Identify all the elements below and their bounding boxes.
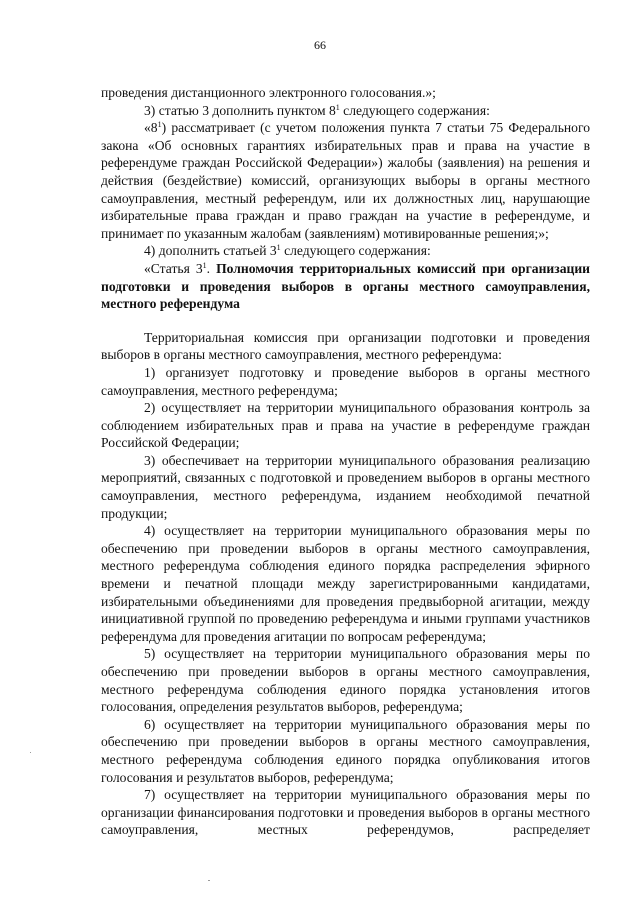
page-body <box>101 84 590 839</box>
list-item-6: 6) осуществляет на территории муниципального образования меры по обеспечению при проведении выборов в органы местного самоуправления, местного референдума соблюдения единого порядка опубликования итогов голосования и результатов выборов, референдума; <box>101 716 590 785</box>
list-item-7: 7) осуществляет на территории муниципального образования меры по организации финансирования подготовки и проведения выборов в органы местного самоуправления, местных референдумов, распределяет <box>101 787 590 838</box>
page-number: 66 <box>314 38 326 52</box>
article-heading: «Статья $3^1$. Полномочия территориальных комиссий при организации подготовки и проведения выборов в органы местного самоуправления, местного референдума <box>101 260 590 312</box>
paragraph-continuation: проведения дистанционного электронного голосования.»; <box>101 85 436 100</box>
list-item-5: 5) осуществляет на территории муниципального образования меры по обеспечению при проведении выборов в органы местного самоуправления, местного референдума соблюдения единого порядка установления итогов голосования, определения результатов выборов, референдума; <box>101 646 590 715</box>
scan-speck <box>30 752 31 753</box>
paragraph-item-3: 3) статью 3 дополнить пунктом $8^1$ следующего содержания: <box>144 102 490 118</box>
paragraph-intro: Территориальная комиссия при организации подготовки и проведения выборов в органы местного самоуправления, местного референдума: <box>101 329 590 363</box>
list-item-4: 4) осуществляет на территории муниципального образования меры по обеспечению при проведении выборов в органы местного самоуправления, местного референдума соблюдения единого порядка распределения эфирного времени и печатной площади между зарегистрированными кандидатами, избирательными объединениями для проведения предвыборной агитации, между инициативной группой по проведению референдума и иными группами участников референдума для проведения агитации по вопросам референдума; <box>101 523 590 644</box>
spacer <box>101 313 590 329</box>
paragraph-item-4: 4) дополнить статьей $3^1$ следующего содержания: <box>144 243 431 259</box>
list-item-3: 3) обеспечивает на территории муниципального образования реализацию мероприятий, связанных с подготовкой и проведением выборов в органы местного самоуправления, местного референдума, изданием необходимой печатной продукции; <box>101 452 590 521</box>
list-item-1: 1) организует подготовку и проведение выборов в органы местного самоуправления, местного референдума; <box>101 364 590 398</box>
list-item-2: 2) осуществляет на территории муниципального образования контроль за соблюдением избирательных прав и права на участие в референдуме граждан Российской Федерации; <box>101 400 590 451</box>
article-title: Полномочия территориальных комиссий при организации подготовки и проведения выборов в органы местного самоуправления, местного референдума <box>101 260 590 312</box>
paragraph-quoted-point: «$8^1$) рассматривает (с учетом положения пункта 7 статьи 75 Федерального закона «Об основных гарантиях избирательных прав и права на участие в референдуме граждан Российской Федерации») жалобы (заявления) на решения и действия (бездействие) комиссий, организующих выборы в органы местного самоуправления, местный референдум, или их должностных лиц, нарушающие избирательные права граждан и право граждан на участие в референдуме, и принимает по указанным жалобам (заявлениям) мотивированные решения;»; <box>101 120 590 241</box>
scan-speck <box>208 880 210 881</box>
